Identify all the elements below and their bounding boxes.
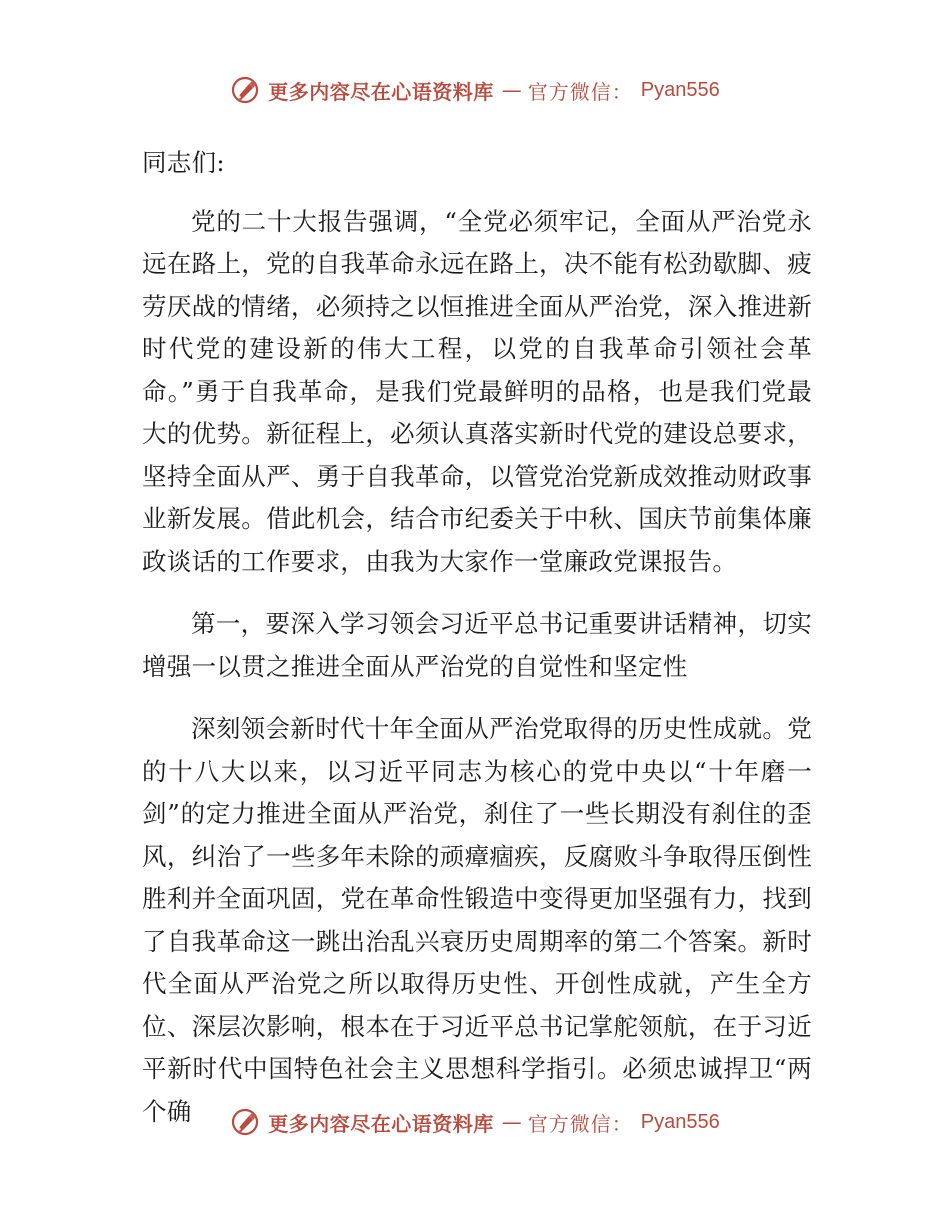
watermark-site-text: 更多内容尽在心语资料库 — [268, 1111, 494, 1136]
header-watermark — [0, 70, 950, 110]
watermark-wechat-label: 官方微信： — [527, 79, 633, 104]
greeting: 同志们: — [142, 148, 225, 177]
pen-nib-circle-icon — [230, 1107, 260, 1137]
document-body — [142, 142, 812, 1153]
watermark-wechat-label: 官方微信： — [527, 1111, 633, 1136]
paragraph-achievements: 深刻领会新时代十年全面从严治党取得的历史性成就。党的十八大以来，以习近平同志为核心的党中央以“十年磨一剑”的定力推进全面从严治党，刹住了一些长期没有刹住的歪风，纠治了一些多年未除的顽瘴痼疾，反腐败斗争取得压倒性胜利并全面巩固，党在革命性锻造中变得更加坚强有力，找到了自我革命这一跳出治乱兴衰历史周期率的第二个答案。新时代全面从严治党之所以取得历史性、开创性成就，产生全方位、深层次影响，根本在于习近平总书记掌舵领航，在于习近平新时代中国特色社会主义思想科学指引。必须忠诚捍卫“两个确 — [142, 714, 812, 1126]
watermark-wechat-id: Pyan556 — [640, 1110, 720, 1133]
section-heading-first: 第一，要深入学习领会习近平总书记重要讲话精神，切实增强一以贯之推进全面从严治党的自觉性和坚定性 — [142, 609, 812, 681]
watermark-dash: — — [501, 1110, 520, 1134]
watermark-wechat-id: Pyan556 — [640, 78, 720, 101]
paragraph-intro: 党的二十大报告强调，“全党必须牢记，全面从严治党永远在路上，党的自我革命永远在路上，决不能有松劲歇脚、疲劳厌战的情绪，必须持之以恒推进全面从严治党，深入推进新时代党的建设新的伟大工程，以党的自我革命引领社会革命。”勇于自我革命，是我们党最鲜明的品格，也是我们党最大的优势。新征程上，必须认真落实新时代党的建设总要求，坚持全面从严、勇于自我革命，以管党治党新成效推动财政事业新发展。借此机会，结合市纪委关于中秋、国庆节前集体廉政谈话的工作要求，由我为大家作一堂廉政党课报告。 — [142, 206, 812, 576]
footer-watermark — [0, 1102, 950, 1142]
watermark-site-text: 更多内容尽在心语资料库 — [268, 79, 494, 104]
pen-nib-circle-icon — [230, 75, 260, 105]
watermark-dash: — — [501, 78, 520, 102]
